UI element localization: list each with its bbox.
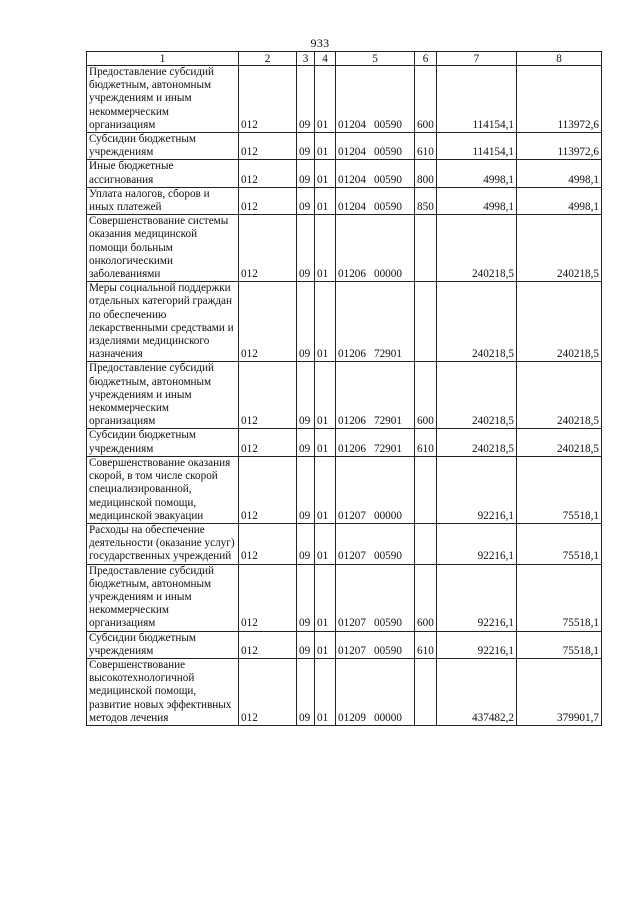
row-name-cell: Меры социальной поддержки отдельных категорий граждан по обеспечению лекарственными средствами и изделиями медицинского назначения — [87, 282, 239, 362]
target-program-code: 01209 — [338, 711, 366, 724]
subsection-code-cell: 01 — [315, 160, 336, 187]
subsection-code-cell: 01 — [315, 658, 336, 725]
target-program-code: 01207 — [338, 550, 366, 563]
target-item-code: 72901 — [373, 442, 402, 455]
subsection-code-cell: 01 — [315, 564, 336, 631]
target-item-code: 00000 — [373, 711, 402, 724]
amount-col8-cell: 240218,5 — [517, 215, 602, 282]
amount-col8-cell: 75518,1 — [517, 564, 602, 631]
table-row — [87, 133, 602, 160]
header-cell: 6 — [415, 52, 437, 66]
amount-col7-cell: 437482,2 — [437, 658, 517, 725]
section-code-cell: 09 — [297, 658, 315, 725]
target-program-code: 01207 — [338, 509, 366, 522]
ministry-code-cell: 012 — [239, 282, 297, 362]
section-code-cell: 09 — [297, 187, 315, 214]
subsection-code-cell: 01 — [315, 187, 336, 214]
ministry-code-cell: 012 — [239, 362, 297, 429]
target-code-cell — [336, 429, 415, 456]
budget-table — [86, 51, 602, 726]
target-program-code: 01204 — [338, 118, 366, 131]
target-program-code: 01207 — [338, 644, 366, 657]
page-number: 933 — [310, 36, 330, 50]
amount-col8-cell: 379901,7 — [517, 658, 602, 725]
table-row — [87, 282, 602, 362]
target-item-code: 00590 — [373, 617, 402, 630]
target-code-cell — [336, 456, 415, 523]
target-item-code: 00590 — [373, 201, 402, 214]
table-row — [87, 564, 602, 631]
target-code-cell — [336, 658, 415, 725]
target-code-cell — [336, 133, 415, 160]
header-cell: 2 — [239, 52, 297, 66]
amount-col7-cell: 240218,5 — [437, 282, 517, 362]
amount-col8-cell: 4998,1 — [517, 160, 602, 187]
target-program-code: 01206 — [338, 415, 366, 428]
table-row — [87, 456, 602, 523]
target-item-code: 72901 — [373, 415, 402, 428]
amount-col7-cell: 240218,5 — [437, 215, 517, 282]
amount-col8-cell: 75518,1 — [517, 631, 602, 658]
amount-col7-cell: 92216,1 — [437, 456, 517, 523]
row-name-cell: Предоставление субсидий бюджетным, автономным учреждениям и иным некоммерческим организациям — [87, 362, 239, 429]
target-program-code: 01204 — [338, 201, 366, 214]
amount-col8-cell: 4998,1 — [517, 187, 602, 214]
expense-type-cell — [415, 658, 437, 725]
ministry-code-cell: 012 — [239, 66, 297, 133]
subsection-code-cell: 01 — [315, 215, 336, 282]
row-name-cell: Предоставление субсидий бюджетным, автономным учреждениям и иным некоммерческим организациям — [87, 564, 239, 631]
amount-col8-cell: 240218,5 — [517, 362, 602, 429]
subsection-code-cell: 01 — [315, 523, 336, 564]
target-item-code: 00590 — [373, 173, 402, 186]
ministry-code-cell: 012 — [239, 429, 297, 456]
table-row — [87, 362, 602, 429]
ministry-code-cell: 012 — [239, 564, 297, 631]
header-cell: 8 — [517, 52, 602, 66]
section-code-cell: 09 — [297, 429, 315, 456]
target-item-code: 00590 — [373, 146, 402, 159]
header-cell: 1 — [87, 52, 239, 66]
header-cell: 5 — [336, 52, 415, 66]
subsection-code-cell: 01 — [315, 66, 336, 133]
section-code-cell: 09 — [297, 282, 315, 362]
subsection-code-cell: 01 — [315, 133, 336, 160]
section-code-cell: 09 — [297, 160, 315, 187]
section-code-cell: 09 — [297, 362, 315, 429]
row-name-cell: Совершенствование оказания скорой, в том числе скорой специализированной, медицинской помощи, медицинской эвакуации — [87, 456, 239, 523]
table-row — [87, 66, 602, 133]
target-code-cell — [336, 66, 415, 133]
target-code-cell — [336, 362, 415, 429]
amount-col7-cell: 240218,5 — [437, 429, 517, 456]
target-program-code: 01204 — [338, 173, 366, 186]
target-program-code: 01204 — [338, 146, 366, 159]
ministry-code-cell: 012 — [239, 456, 297, 523]
row-name-cell: Совершенствование высокотехнологичной медицинской помощи, развитие новых эффективных методов лечения — [87, 658, 239, 725]
target-code-cell — [336, 160, 415, 187]
table-row — [87, 160, 602, 187]
expense-type-cell: 610 — [415, 429, 437, 456]
table-row — [87, 187, 602, 214]
target-code-cell — [336, 215, 415, 282]
amount-col8-cell: 75518,1 — [517, 456, 602, 523]
amount-col8-cell: 113972,6 — [517, 133, 602, 160]
table-row — [87, 215, 602, 282]
expense-type-cell — [415, 215, 437, 282]
target-item-code: 00000 — [373, 268, 402, 281]
row-name-cell: Субсидии бюджетным учреждениям — [87, 631, 239, 658]
expense-type-cell — [415, 456, 437, 523]
subsection-code-cell: 01 — [315, 429, 336, 456]
ministry-code-cell: 012 — [239, 631, 297, 658]
amount-col8-cell: 113972,6 — [517, 66, 602, 133]
row-name-cell: Субсидии бюджетным учреждениям — [87, 429, 239, 456]
ministry-code-cell: 012 — [239, 133, 297, 160]
subsection-code-cell: 01 — [315, 456, 336, 523]
section-code-cell: 09 — [297, 456, 315, 523]
row-name-cell: Уплата налогов, сборов и иных платежей — [87, 187, 239, 214]
target-code-cell — [336, 187, 415, 214]
subsection-code-cell: 01 — [315, 631, 336, 658]
row-name-cell: Субсидии бюджетным учреждениям — [87, 133, 239, 160]
ministry-code-cell: 012 — [239, 160, 297, 187]
section-code-cell: 09 — [297, 133, 315, 160]
table-row — [87, 658, 602, 725]
ministry-code-cell: 012 — [239, 187, 297, 214]
target-item-code: 00000 — [373, 509, 402, 522]
subsection-code-cell: 01 — [315, 362, 336, 429]
amount-col8-cell: 240218,5 — [517, 429, 602, 456]
expense-type-cell — [415, 523, 437, 564]
subsection-code-cell: 01 — [315, 282, 336, 362]
amount-col7-cell: 92216,1 — [437, 631, 517, 658]
amount-col7-cell: 4998,1 — [437, 160, 517, 187]
header-cell: 7 — [437, 52, 517, 66]
ministry-code-cell: 012 — [239, 215, 297, 282]
table-row — [87, 631, 602, 658]
section-code-cell: 09 — [297, 215, 315, 282]
header-cell: 3 — [297, 52, 315, 66]
table-row — [87, 523, 602, 564]
expense-type-cell: 610 — [415, 133, 437, 160]
amount-col7-cell: 240218,5 — [437, 362, 517, 429]
target-code-cell — [336, 523, 415, 564]
expense-type-cell: 610 — [415, 631, 437, 658]
target-item-code: 00590 — [373, 644, 402, 657]
section-code-cell: 09 — [297, 523, 315, 564]
expense-type-cell: 600 — [415, 66, 437, 133]
target-program-code: 01207 — [338, 617, 366, 630]
expense-type-cell — [415, 282, 437, 362]
section-code-cell: 09 — [297, 66, 315, 133]
row-name-cell: Расходы на обеспечение деятельности (оказание услуг) государственных учреждений — [87, 523, 239, 564]
row-name-cell: Совершенствование системы оказания медицинской помощи больным онкологическими заболеваниями — [87, 215, 239, 282]
amount-col8-cell: 240218,5 — [517, 282, 602, 362]
ministry-code-cell: 012 — [239, 523, 297, 564]
amount-col7-cell: 114154,1 — [437, 133, 517, 160]
section-code-cell: 09 — [297, 631, 315, 658]
header-cell: 4 — [315, 52, 336, 66]
expense-type-cell: 600 — [415, 564, 437, 631]
row-name-cell: Иные бюджетные ассигнования — [87, 160, 239, 187]
table-body — [87, 66, 602, 726]
target-code-cell — [336, 631, 415, 658]
amount-col8-cell: 75518,1 — [517, 523, 602, 564]
amount-col7-cell: 114154,1 — [437, 66, 517, 133]
ministry-code-cell: 012 — [239, 658, 297, 725]
expense-type-cell: 800 — [415, 160, 437, 187]
amount-col7-cell: 4998,1 — [437, 187, 517, 214]
row-name-cell: Предоставление субсидий бюджетным, автономным учреждениям и иным некоммерческим организациям — [87, 66, 239, 133]
expense-type-cell: 600 — [415, 362, 437, 429]
expense-type-cell: 850 — [415, 187, 437, 214]
section-code-cell: 09 — [297, 564, 315, 631]
header-row — [87, 52, 602, 66]
amount-col7-cell: 92216,1 — [437, 523, 517, 564]
target-code-cell — [336, 564, 415, 631]
table-row — [87, 429, 602, 456]
target-program-code: 01206 — [338, 268, 366, 281]
amount-col7-cell: 92216,1 — [437, 564, 517, 631]
target-program-code: 01206 — [338, 348, 366, 361]
target-item-code: 00590 — [373, 118, 402, 131]
target-item-code: 72901 — [373, 348, 402, 361]
target-code-cell — [336, 282, 415, 362]
target-program-code: 01206 — [338, 442, 366, 455]
target-item-code: 00590 — [373, 550, 402, 563]
